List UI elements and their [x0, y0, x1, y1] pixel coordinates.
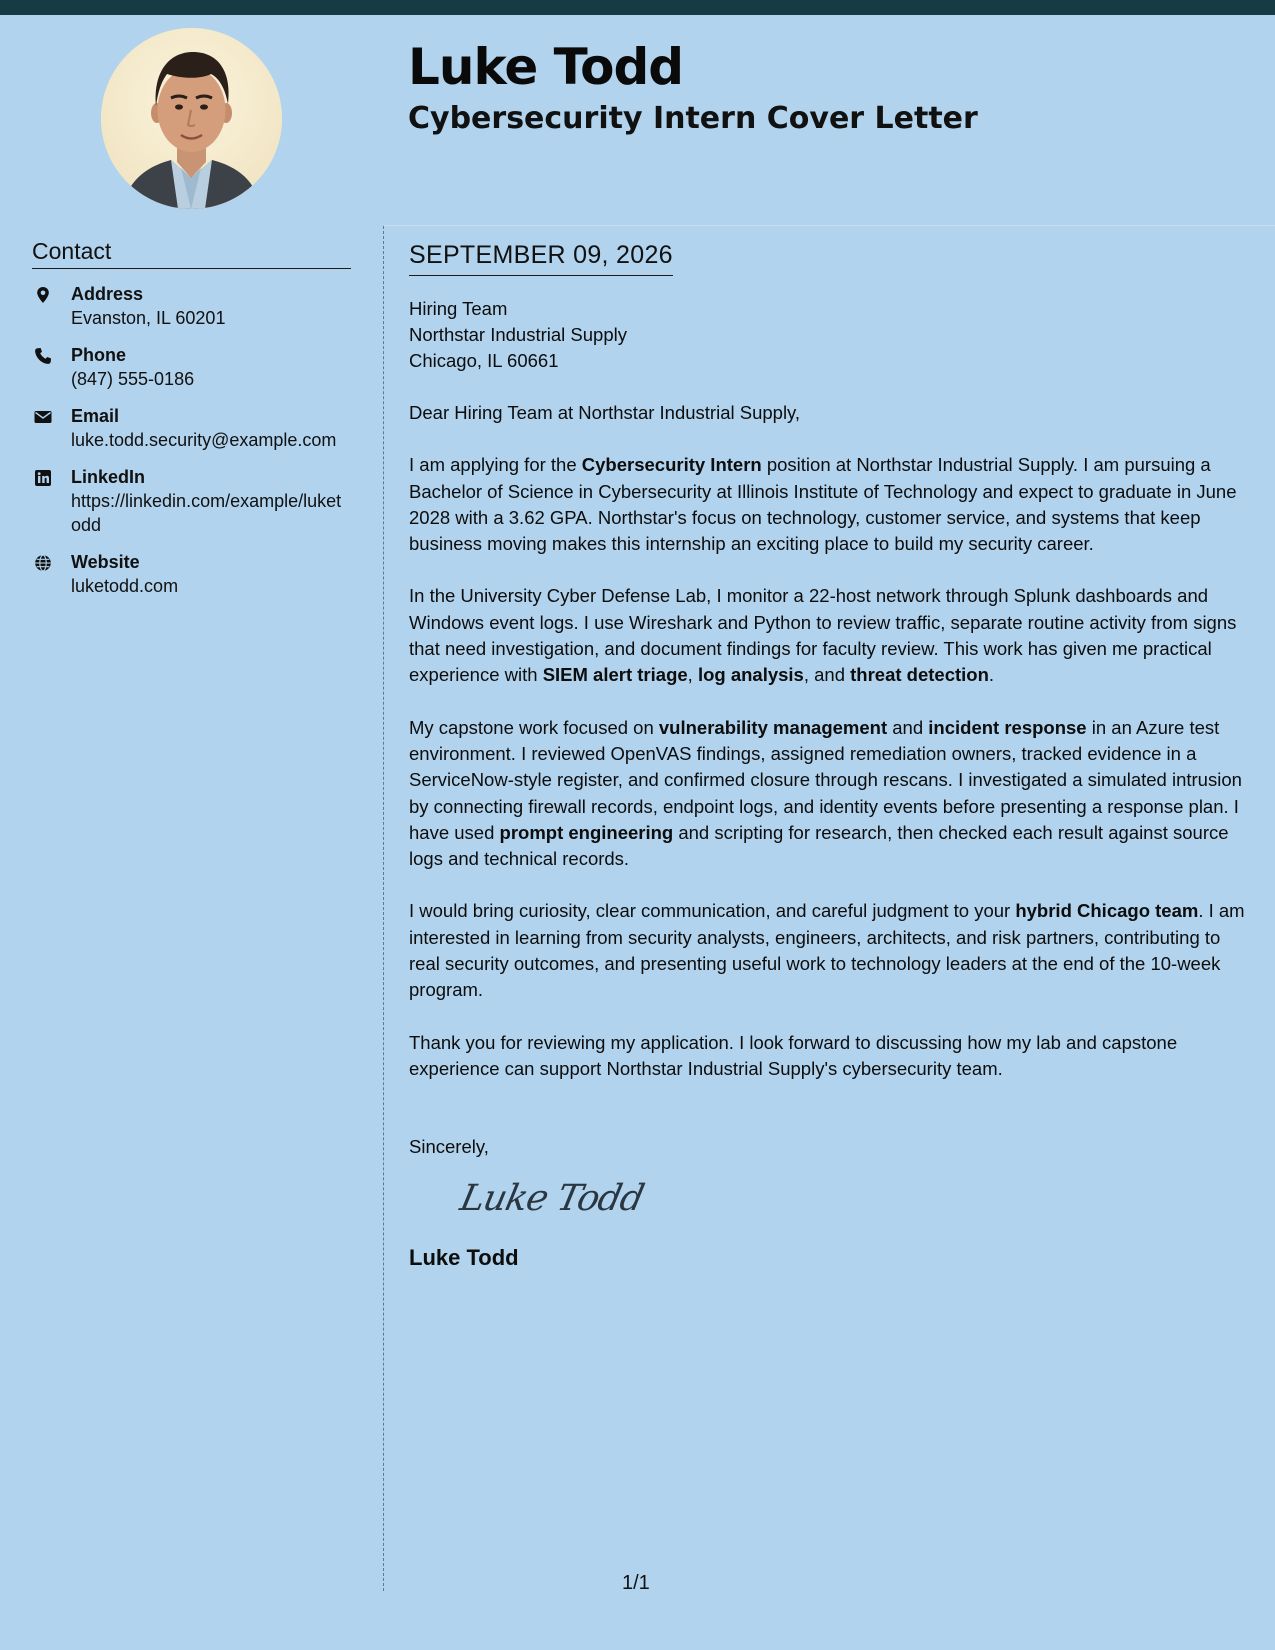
letter-paragraph	[409, 452, 1249, 557]
paragraph-text: in an Azure test environment. I reviewed OpenVAS findings, assigned remediation owners, tracked evidence in a ServiceNow-style register, and confirmed closure through rescans. I investigated a simulated intrusion by connecting firewall records, endpoint logs, and identity events before presenting a response plan. I have used	[409, 716, 1242, 843]
paragraph-text: position at Northstar Industrial Supply. I am pursuing a Bachelor of Science in Cybersecurity at Illinois Institute of Technology and expect to graduate in June 2028 with a 3.62 GPA. Northstar's focus on technology, customer service, and systems that keep business moving makes this internship an exciting place to build my security career.	[409, 454, 1237, 555]
paragraph-text: and scripting for research, then checked each result against source logs and technical records.	[409, 821, 1229, 870]
recipient-line: Hiring Team	[409, 298, 508, 319]
paragraph-text: I am applying for the	[409, 454, 582, 476]
envelope-icon	[34, 408, 52, 426]
contact-label-email: Email	[71, 406, 120, 426]
paragraph-text: , and	[803, 664, 851, 686]
emphasized-text: Cybersecurity Intern	[581, 454, 762, 476]
location-pin-icon	[34, 286, 52, 304]
contact-heading: Contact	[32, 240, 351, 269]
top-accent-bar	[0, 0, 1275, 15]
recipient-block	[409, 296, 1249, 374]
paragraph-text: My capstone work focused on	[409, 716, 659, 738]
globe-icon	[34, 554, 52, 572]
contact-label-website: Website	[71, 552, 140, 572]
contact-label-linkedin: LinkedIn	[71, 467, 146, 487]
page-number: 1/1	[622, 1572, 650, 1594]
phone-icon	[34, 347, 52, 365]
contact-email	[32, 405, 351, 452]
contact-label-phone: Phone	[71, 345, 127, 365]
paragraph-text: ,	[687, 664, 698, 686]
handwritten-signature: Luke Todd	[456, 1177, 647, 1219]
paragraph-text: and	[887, 716, 929, 738]
closing: Sincerely,	[409, 1136, 489, 1158]
emphasized-text: threat detection	[850, 664, 989, 686]
contact-website	[32, 551, 351, 598]
contact-linkedin	[32, 466, 351, 537]
paragraph-text: Thank you for reviewing my application. I look forward to discussing how my lab and capstone experience can support Northstar Industrial Supply's cybersecurity team.	[409, 1031, 1178, 1079]
contact-label-address: Address	[71, 284, 144, 304]
letter-paragraph	[409, 898, 1249, 1003]
contact-value-linkedin[interactable]: https://linkedin.com/example/luketodd	[71, 491, 342, 535]
contact-value-address: Evanston, IL 60201	[71, 308, 226, 328]
contact-address	[32, 283, 351, 330]
contact-value-email[interactable]: luke.todd.security@example.com	[71, 430, 337, 450]
paragraph-text: . I am interested in learning from security analysts, engineers, architects, and risk partners, contributing to real security outcomes, and presenting useful work to technology leaders at the end of the 10-week program.	[409, 900, 1245, 1001]
header-divider	[384, 225, 1275, 226]
emphasized-text: SIEM alert triage	[542, 664, 688, 686]
emphasized-text: vulnerability management	[658, 716, 888, 738]
applicant-name: Luke Todd	[408, 38, 684, 96]
contact-sidebar	[32, 240, 351, 598]
letter-date: SEPTEMBER 09, 2026	[409, 243, 673, 276]
contact-phone	[32, 344, 351, 391]
paragraph-text: .	[988, 664, 995, 686]
linkedin-icon	[34, 469, 52, 487]
contact-value-website[interactable]: luketodd.com	[71, 576, 179, 596]
portrait-image	[101, 28, 282, 209]
document-subtitle: Cybersecurity Intern Cover Letter	[408, 101, 978, 136]
emphasized-text: incident response	[928, 716, 1087, 738]
letter-paragraph	[409, 715, 1249, 873]
recipient-line: Chicago, IL 60661	[409, 350, 559, 371]
salutation: Dear Hiring Team at Northstar Industrial Supply,	[409, 402, 801, 423]
recipient-line: Northstar Industrial Supply	[409, 324, 627, 345]
emphasized-text: prompt engineering	[499, 821, 674, 843]
column-divider	[383, 226, 384, 1591]
signer-name: Luke Todd	[409, 1244, 519, 1270]
emphasized-text: hybrid Chicago team	[1015, 900, 1199, 922]
contact-value-phone: (847) 555-0186	[71, 369, 195, 389]
letter-paragraph	[409, 583, 1249, 688]
emphasized-text: log analysis	[697, 664, 804, 686]
profile-photo	[101, 28, 282, 209]
paragraph-text: In the University Cyber Defense Lab, I monitor a 22-host network through Splunk dashboards and Windows event logs. I use Wireshark and Python to review traffic, separate routine activity from signs that need investigation, and document findings for faculty review. This work has given me practical experience with	[409, 585, 1237, 686]
paragraph-text: I would bring curiosity, clear communication, and careful judgment to your	[409, 900, 1016, 922]
letter-paragraph	[409, 1030, 1249, 1083]
letter-body	[409, 243, 1249, 1269]
